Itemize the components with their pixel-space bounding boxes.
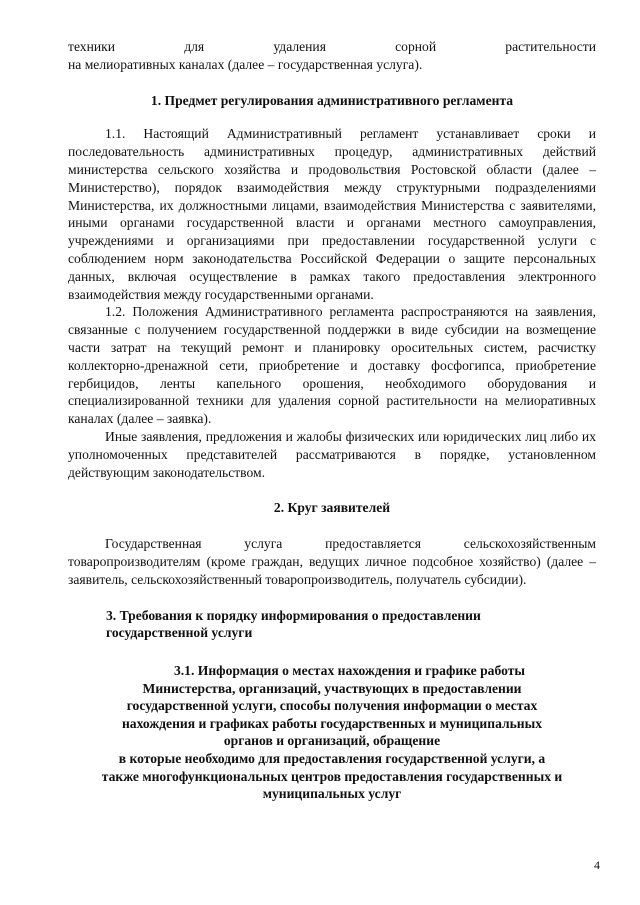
- section-3-heading-line-2: государственной услуги: [106, 625, 253, 641]
- subsection-heading-line: также многофункциональных центров предоставления государственных и: [101, 768, 563, 784]
- section-1-heading: 1. Предмет регулирования административного регламента: [150, 92, 514, 108]
- section-2-paragraph-1: Государственная услуга предоставляется сельскохозяйственным товаропроизводителям (кроме граждан, ведущих личное подсобное хозяйство) (далее – заявитель, сельскохозяйственный товаропроизводитель, получатель субсидии).: [68, 536, 596, 587]
- section-2-heading: 2. Круг заявителей: [273, 500, 391, 516]
- subsection-heading-line: нахождения и графиках работы государственных и муниципальных: [121, 715, 543, 731]
- document-page: [68, 38, 596, 803]
- subsection-heading-line: Министерства, организаций, участвующих в предоставлении: [142, 680, 522, 696]
- section-3-heading-line-1: 3. Требования к порядку информирования о предоставлении: [106, 607, 481, 623]
- section-1-paragraph-2: 1.2. Положения Административного регламента распространяются на заявления, связанные с получением государственной поддержки в виде субсидии на возмещение части затрат на текущий ремонт и планировку оросительных систем, расчистку коллекторно-дренажной сети, приобретение и доставку фосфогипса, приобретение гербицидов, ленты капельного орошения, необходимого оборудования и специализированной техники для удаления сорной растительности на мелиоративных каналах (далее – заявка).: [68, 304, 596, 427]
- subsection-heading-line: органов и организаций, обращение: [223, 733, 441, 749]
- subsection-heading-line: государственной услуги, способы получения информации о местах: [126, 698, 538, 714]
- subsection-heading-line: 3.1. Информация о местах нахождения и графике работы: [173, 663, 525, 679]
- subsection-3-1-heading: [68, 662, 596, 803]
- section-3-heading: [68, 607, 596, 643]
- subsection-heading-line: муниципальных услуг: [262, 786, 402, 802]
- page-number: 4: [594, 858, 600, 872]
- subsection-heading-line: в которые необходимо для предоставления государственной услуги, а: [118, 751, 546, 767]
- intro-line-1: техники для удаления сорной растительности: [68, 39, 596, 54]
- section-1-paragraph-3: Иные заявления, предложения и жалобы физических или юридических лиц либо их уполномоченных представителей рассматриваются в порядке, установленном действующим законодательством.: [68, 428, 596, 480]
- section-1-paragraph-1: 1.1. Настоящий Административный регламент устанавливает сроки и последовательность административных процедур, административных действий министерства сельского хозяйства и продовольствия Ростовской области (далее – Министерство), порядок взаимодействия между структурными подразделениями Министерства, их должностными лицами, взаимодействия Министерства с заявителями, иными органами государственной власти и органами местного самоуправления, учреждениями и организациями при предоставлении государственной услуги с соблюдением норм законодательства Российской Федерации о защите персональных данных, включая осуществление в рамках такого предоставления электронного взаимодействия между государственными органами.: [68, 126, 596, 302]
- intro-line-2: на мелиоративных каналах (далее – государственная услуга).: [68, 56, 423, 72]
